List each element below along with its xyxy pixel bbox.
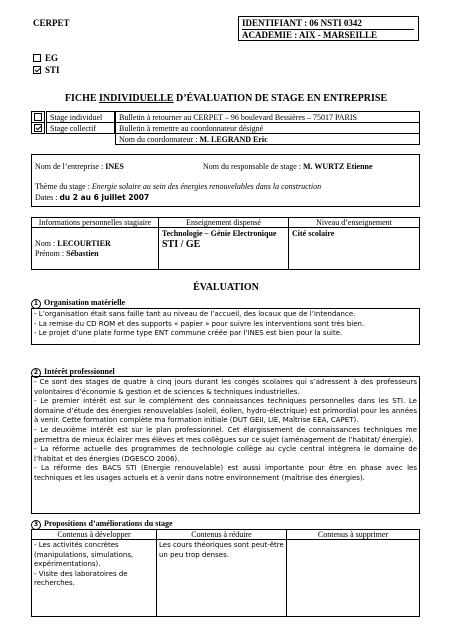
- enseignement-line1: Technologie – Génie Electronique: [162, 229, 277, 238]
- org-item: - L’organisation était sans faille tant au niveau de l’accueil, des locaux que de l’intendance.: [34, 310, 356, 318]
- manager-name: M. WURTZ Etienne: [302, 162, 373, 171]
- dates-value: du 2 au 6 juillet 2007: [59, 193, 150, 202]
- enseignement-cell: [158, 227, 289, 270]
- interet-item: - Ce sont des stages de quatre à cinq jours durant les congés scolaires qui s’adressent à des professeurs volontaires d’économie & gestion et de sciences & techniques industrielles.: [34, 378, 417, 396]
- manager-row: Nom du responsable de stage : M. WURTZ Etienne: [203, 162, 373, 171]
- page-title: FICHE INDIVIDUELLE D’ÉVALUATION DE STAGE EN ENTREPRISE: [64, 93, 388, 104]
- sti-checkbox[interactable]: [33, 66, 41, 74]
- col-header-supprimer: Contenus à supprimer: [286, 529, 420, 540]
- identifiant-label: IDENTIFIANT : 06 NSTI 0342: [242, 18, 362, 28]
- interet-title: Intérêt professionnel: [44, 367, 115, 376]
- niveau-cell: Cité scolaire: [288, 227, 420, 270]
- number-1-icon: 1: [31, 299, 41, 309]
- supprimer-cell: [286, 539, 420, 617]
- number-3-icon: 3: [31, 520, 41, 530]
- trainee-lastname: LECOURTIER: [57, 239, 111, 248]
- stage-individuel-checkbox[interactable]: [34, 113, 42, 121]
- stage-collectif-label: Stage collectif: [46, 122, 115, 134]
- company-block: [31, 154, 420, 207]
- number-2-icon: 2: [31, 368, 41, 378]
- section-eg[interactable]: [33, 53, 58, 64]
- col-header-info: Informations personnelles stagiaire: [31, 217, 159, 228]
- trainee-info-cell: Nom : LECOURTIER Prénom : Sébastien: [31, 227, 159, 270]
- academie-label: ACADEMIE : AIX - MARSEILLE: [242, 29, 414, 41]
- evaluation-title: ÉVALUATION: [193, 282, 259, 293]
- eg-label: EG: [45, 53, 59, 63]
- developper-cell: - Les activités concrètes (manipulations, simulations, expérimentations). - Visite des laboratoires de recherches.: [31, 539, 157, 617]
- theme-value: Energie solaire au sein des énergies renouvelables dans la construction: [91, 182, 322, 191]
- stage-individuel-label: Stage individuel: [46, 111, 115, 123]
- trainee-firstname: Sébastien: [66, 249, 99, 258]
- col-header-enseignement: Enseignement dispensé: [158, 217, 289, 228]
- org-item: - La remise du CD ROM et des supports « papier » pour suivre les interventions sont très bien.: [34, 319, 365, 328]
- col-header-developper: Contenus à développer: [31, 529, 157, 540]
- school-name: CERPET: [33, 18, 70, 28]
- enseignement-line2: STI / GE: [162, 239, 201, 250]
- interet-item: - La réforme des BACS STI (Energie renouvelable) est aussi importante pour être en phase avec les techniques et les usages actuels et à venir dans notre environnement (maîtrise des énergies).: [34, 464, 417, 482]
- org-box: [31, 308, 420, 345]
- section-sti[interactable]: [33, 65, 60, 76]
- stage-collectif-checkbox[interactable]: [34, 124, 42, 132]
- interet-item: - Le premier intérêt est sur le complément des connaissances techniques personnelles dans les STI. Le domaine d’étude des énergies renouvelables (soleil, éolien, hydro-électrique) est primordial pour les années à venir. Cette formation complète ma formation initiale (DUT GEII, LIE, Maîtrise EEA, CAPET).: [34, 397, 417, 425]
- coordinator-label: Nom du coordonnateur :: [119, 135, 200, 144]
- theme-row: Thème du stage : Energie solaire au sein des énergies renouvelables dans la construction: [35, 182, 322, 191]
- eg-checkbox[interactable]: [33, 54, 41, 62]
- propositions-title: Propositions d’améliorations du stage: [44, 519, 173, 528]
- interet-box: [31, 376, 420, 514]
- sti-label: STI: [45, 65, 60, 75]
- stage-collectif-check-cell[interactable]: [31, 122, 45, 134]
- company-name: INES: [105, 162, 124, 171]
- stage-collectif-info: Bulletin à remettre au coordonnateur désigné: [115, 122, 420, 134]
- interet-item: - Le deuxième intérêt est sur le plan professionnel. Cet élargissement de connaissances techniques me permettra de mieux éclairer mes élèves et mes collègues sur ce sujet (aménagement de l’habitat/ énergie).: [34, 425, 417, 444]
- col-header-niveau: Niveau d’enseignement: [288, 217, 420, 228]
- company-name-row: Nom de l’entreprise : INES: [35, 162, 124, 171]
- id-box: [238, 16, 419, 41]
- org-item: - Le projet d’une plate forme type ENT commune créée par l’INES est bien pour la suite.: [34, 329, 343, 338]
- org-title: Organisation matérielle: [44, 298, 126, 307]
- col-header-reduire: Contenus à réduire: [156, 529, 287, 540]
- reduire-cell: Les cours théoriques sont peut-être un peu trop denses.: [156, 539, 287, 617]
- coordinator-name: M. LEGRAND Eric: [199, 135, 268, 144]
- dates-row: Dates : du 2 au 6 juillet 2007: [35, 193, 150, 202]
- interet-item: - La réforme actuelle des programmes de technologie collège au cycle central intègrera le domaine de l’habitat et des énergies (DGESCO 2006).: [34, 445, 417, 463]
- stage-individuel-info: Bulletin à retourner au CERPET – 96 boulevard Bessières – 75017 PARIS: [115, 111, 420, 123]
- coordinator-row: [115, 133, 420, 145]
